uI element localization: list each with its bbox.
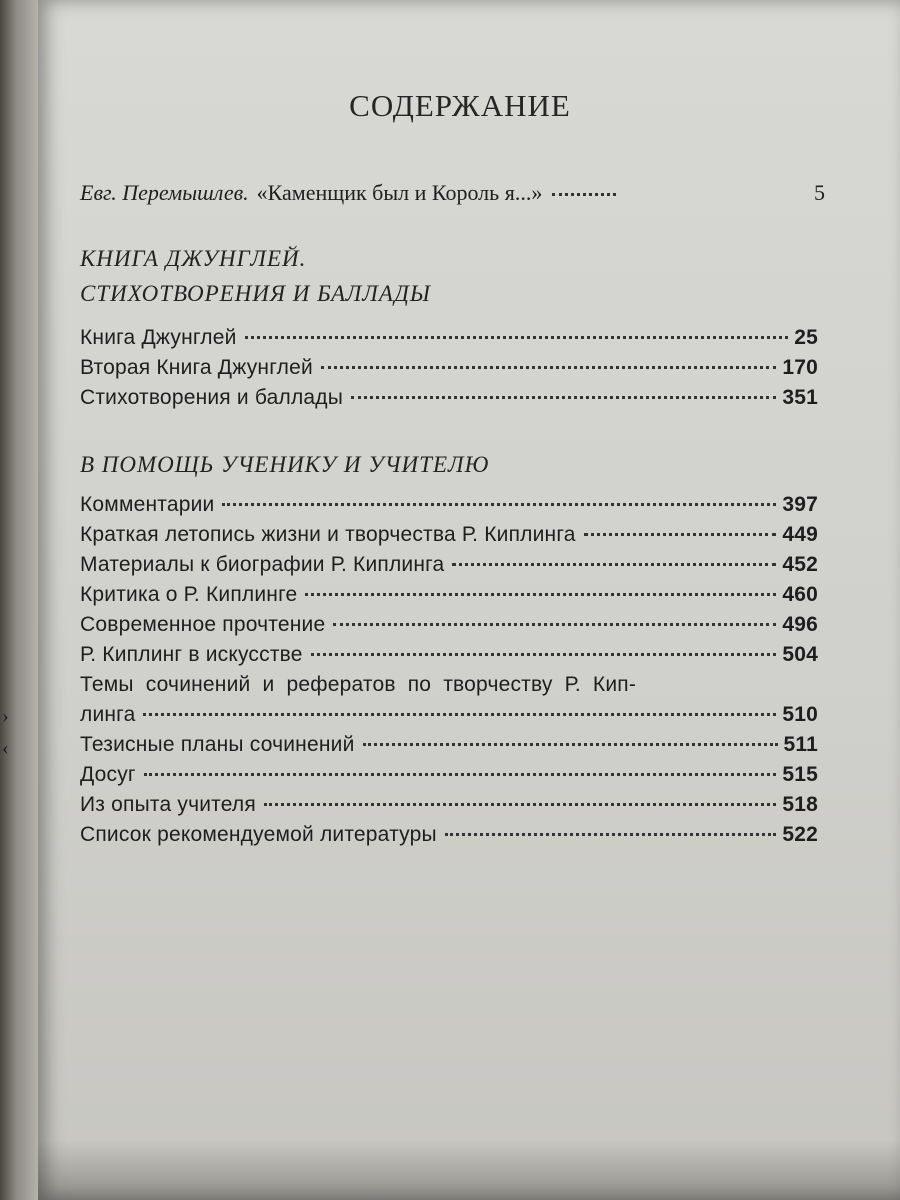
dot-leader bbox=[552, 193, 616, 196]
dot-leader bbox=[363, 743, 778, 746]
toc-entry bbox=[80, 386, 818, 416]
toc-entry-label: Книга Джунглей bbox=[80, 326, 237, 349]
intro-author: Евг. Перемышлев. bbox=[80, 180, 249, 205]
page-title: СОДЕРЖАНИЕ bbox=[349, 88, 571, 123]
toc-entry-page: 510 bbox=[782, 703, 818, 726]
toc-entry bbox=[80, 583, 818, 613]
toc-entry-page: 397 bbox=[782, 493, 818, 516]
toc-entry-label: Материалы к биографии Р. Киплинга bbox=[80, 553, 445, 576]
dot-leader bbox=[321, 366, 776, 369]
toc-entry bbox=[80, 733, 818, 763]
toc-entry-page: 449 bbox=[782, 523, 818, 546]
section-heading-help: В ПОМОЩЬ УЧЕНИКУ И УЧИТЕЛЮ bbox=[80, 452, 490, 477]
page-shadow bbox=[38, 1140, 900, 1200]
toc-entry bbox=[80, 523, 818, 553]
toc-entry-label: Стихотворения и баллады bbox=[80, 386, 344, 409]
toc-entry bbox=[80, 326, 818, 356]
toc-entry bbox=[80, 793, 818, 823]
intro-entry bbox=[80, 180, 825, 212]
toc-entry-label: Краткая летопись жизни и творчества Р. Киплинга bbox=[80, 523, 576, 546]
toc-entry bbox=[80, 356, 818, 386]
toc-entry-wrapped-first-line bbox=[80, 673, 818, 703]
toc-entry-page: 504 bbox=[782, 643, 818, 666]
toc-entry bbox=[80, 613, 818, 643]
toc-entry-label: линга bbox=[80, 703, 136, 726]
toc-entry-label: Вторая Книга Джунглей bbox=[80, 356, 313, 379]
dot-leader bbox=[144, 773, 777, 776]
dot-leader bbox=[143, 713, 776, 716]
toc-entry-label: Современное прочтение bbox=[80, 613, 326, 636]
dot-leader bbox=[264, 803, 776, 806]
dot-leader bbox=[452, 563, 776, 566]
section-heading-poems: СТИХОТВОРЕНИЯ И БАЛЛАДЫ bbox=[80, 281, 431, 306]
toc-list-section-2 bbox=[80, 493, 818, 853]
dot-leader bbox=[333, 623, 776, 626]
toc-entry-page: 351 bbox=[782, 386, 818, 409]
dot-leader bbox=[305, 593, 776, 596]
toc-entry bbox=[80, 493, 818, 523]
section-heading-jungle-book: КНИГА ДЖУНГЛЕЙ. bbox=[80, 246, 307, 271]
toc-entry-page: 522 bbox=[782, 823, 818, 846]
toc-entry-page: 170 bbox=[782, 356, 818, 379]
intro-title: «Каменщик был и Король я...» bbox=[256, 180, 543, 205]
toc-entry-page: 452 bbox=[782, 553, 818, 576]
dot-leader bbox=[311, 653, 777, 656]
toc-entry-label: Список рекомендуемой литературы bbox=[80, 823, 437, 846]
toc-entry bbox=[80, 703, 818, 733]
toc-entry-page: 496 bbox=[782, 613, 818, 636]
toc-entry-label: Из опыта учителя bbox=[80, 793, 256, 816]
toc-entry-page: 515 bbox=[782, 763, 818, 786]
toc-entry bbox=[80, 823, 818, 853]
toc-entry-label: Досуг bbox=[80, 763, 136, 786]
toc-entry-page: 511 bbox=[783, 733, 818, 756]
adjacent-page-edge bbox=[0, 0, 40, 1200]
toc-entry-page: 460 bbox=[782, 583, 818, 606]
dot-leader bbox=[445, 833, 777, 836]
dot-leader bbox=[222, 503, 776, 506]
dot-leader bbox=[245, 336, 789, 339]
dot-leader bbox=[351, 396, 776, 399]
toc-list-section-1 bbox=[80, 326, 818, 416]
toc-entry bbox=[80, 763, 818, 793]
dot-leader bbox=[584, 533, 777, 536]
toc-entry-label: Комментарии bbox=[80, 493, 215, 516]
toc-entry-label: Тезисные планы сочинений bbox=[80, 733, 355, 756]
toc-entry-label: Критика о Р. Киплинге bbox=[80, 583, 298, 606]
toc-entry bbox=[80, 643, 818, 673]
toc-entry-page: 518 bbox=[782, 793, 818, 816]
toc-entry bbox=[80, 553, 818, 583]
intro-page-number: 5 bbox=[814, 180, 825, 205]
toc-entry-label: Р. Киплинг в искусстве bbox=[80, 643, 303, 666]
toc-entry-page: 25 bbox=[794, 326, 818, 349]
adjacent-page-marks: › ‹ bbox=[2, 705, 9, 759]
toc-entry-label-line1: Темы сочинений и рефератов по творчеству Р. Кип- bbox=[80, 673, 637, 696]
